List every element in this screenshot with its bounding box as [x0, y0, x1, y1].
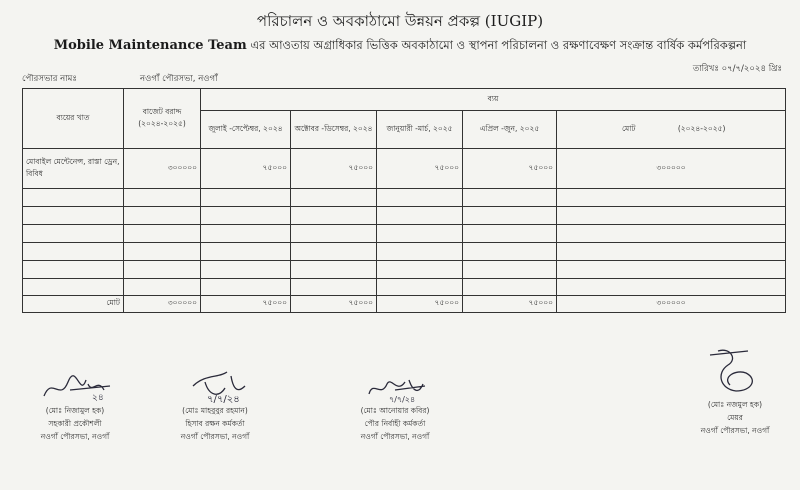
signature-scribble-2 [185, 368, 285, 406]
row-item: মোবাইল মেন্টেনেন্স, রাস্তা ড্রেন, বিবিধ [23, 149, 124, 189]
footer-total: ৩০০০০০ [557, 296, 786, 313]
table-row-empty [23, 207, 786, 225]
header-quarter-3: জানুয়ারী -মার্চ, ২০২৫ [377, 111, 463, 149]
header-expense: ব্যয়ের খাত [23, 89, 124, 149]
signatory-org: নওগাঁ পৌরসভা, নওগাঁ [360, 432, 430, 441]
footer-label: মোট [23, 296, 124, 313]
row-q4: ৭৫০০০ [463, 149, 557, 189]
signature-scribble-3 [365, 372, 435, 404]
row-q2: ৭৫০০০ [291, 149, 377, 189]
footer-q3: ৭৫০০০ [377, 296, 463, 313]
signatory-title: মেয়র [727, 413, 743, 422]
budget-table [22, 88, 786, 313]
header-quarter-4: এপ্রিল -জুন, ২০২৫ [463, 111, 557, 149]
signatory-name: (মোঃ নিজামুল হক) [45, 406, 105, 415]
handwritten-date-2: ৭/৭/২৪ [389, 395, 416, 404]
table-footer-row [23, 296, 786, 313]
document-subtitle [0, 37, 800, 56]
header-quarter-2: অক্টোবর -ডিসেম্বর, ২০২৪ [291, 111, 377, 149]
header-total-label: মোট [622, 123, 636, 133]
document-date: তারিখঃ ০৭/৭/২০২৪ খ্রিঃ [692, 64, 782, 74]
signatory-name: (মোঃ মাহবুবুর রহমান) [182, 406, 248, 415]
table-row-empty [23, 225, 786, 243]
header-total-year: (২০২৪-২০২৫) [677, 123, 726, 133]
footer-budget: ৩০০০০০ [124, 296, 201, 313]
row-q1: ৭৫০০০ [201, 149, 291, 189]
header-quarter-1: জুলাই -সেপ্টেম্বর, ২০২৪ [201, 111, 291, 149]
signature-block-1 [20, 404, 130, 443]
subtitle-english: Mobile Maintenance Team [53, 38, 247, 53]
svg-text:২৪: ২৪ [92, 393, 104, 403]
signatory-name: (মোঃ নজমুল হক) [707, 400, 763, 409]
municipality-value: নওগাঁ পৌরসভা, নওগাঁ [140, 74, 218, 84]
signatory-org: নওগাঁ পৌরসভা, নওগাঁ [180, 432, 250, 441]
signatory-title: পৌর নির্বাহী কর্মকর্তা [364, 419, 426, 428]
municipality-label: পৌরসভার নামঃ [22, 74, 77, 84]
signatory-title: সহকারী প্রকৌশলী [48, 419, 102, 428]
header-total [557, 111, 786, 149]
header-spend: ব্যয় [201, 89, 786, 111]
signatory-name: (মোঃ আনোয়ার কবির) [360, 406, 430, 415]
table-row-empty [23, 261, 786, 279]
footer-q2: ৭৫০০০ [291, 296, 377, 313]
table-row-empty [23, 189, 786, 207]
table-row-empty [23, 279, 786, 296]
header-budget: বাজেট বরাদ্দ (২০২৪-২০২৫) [124, 89, 201, 149]
signatory-org: নওগাঁ পৌরসভা, নওগাঁ [40, 432, 110, 441]
footer-q4: ৭৫০০০ [463, 296, 557, 313]
signature-block-4 [675, 398, 795, 437]
row-total: ৩০০০০০ [557, 149, 786, 189]
signature-block-3 [330, 404, 460, 443]
handwritten-date-1: ৭/৭/২৪ [207, 394, 240, 405]
document-title: পরিচালন ও অবকাঠামো উন্নয়ন প্রকল্প (IUGIP) [256, 12, 544, 30]
table-row-empty [23, 243, 786, 261]
footer-q1: ৭৫০০০ [201, 296, 291, 313]
row-budget: ৩০০০০০ [124, 149, 201, 189]
signature-block-2 [150, 404, 280, 443]
table-row [23, 149, 786, 189]
signatory-org: নওগাঁ পৌরসভা, নওগাঁ [700, 426, 770, 435]
signatory-title: হিসাব রক্ষন কর্মকর্তা [185, 419, 245, 428]
signature-scribble-4 [700, 345, 770, 397]
table-header-row [23, 89, 786, 111]
row-q3: ৭৫০০০ [377, 149, 463, 189]
subtitle-bangla: এর আওতায় অগ্রাধিকার ভিত্তিক অবকাঠামো ও স্থাপনা পরিচালনা ও রক্ষণাবেক্ষণ সংক্রান্ত বার্ষিক কর্মপরিকল্পনা [250, 38, 747, 52]
signature-scribble-1 [40, 372, 120, 404]
